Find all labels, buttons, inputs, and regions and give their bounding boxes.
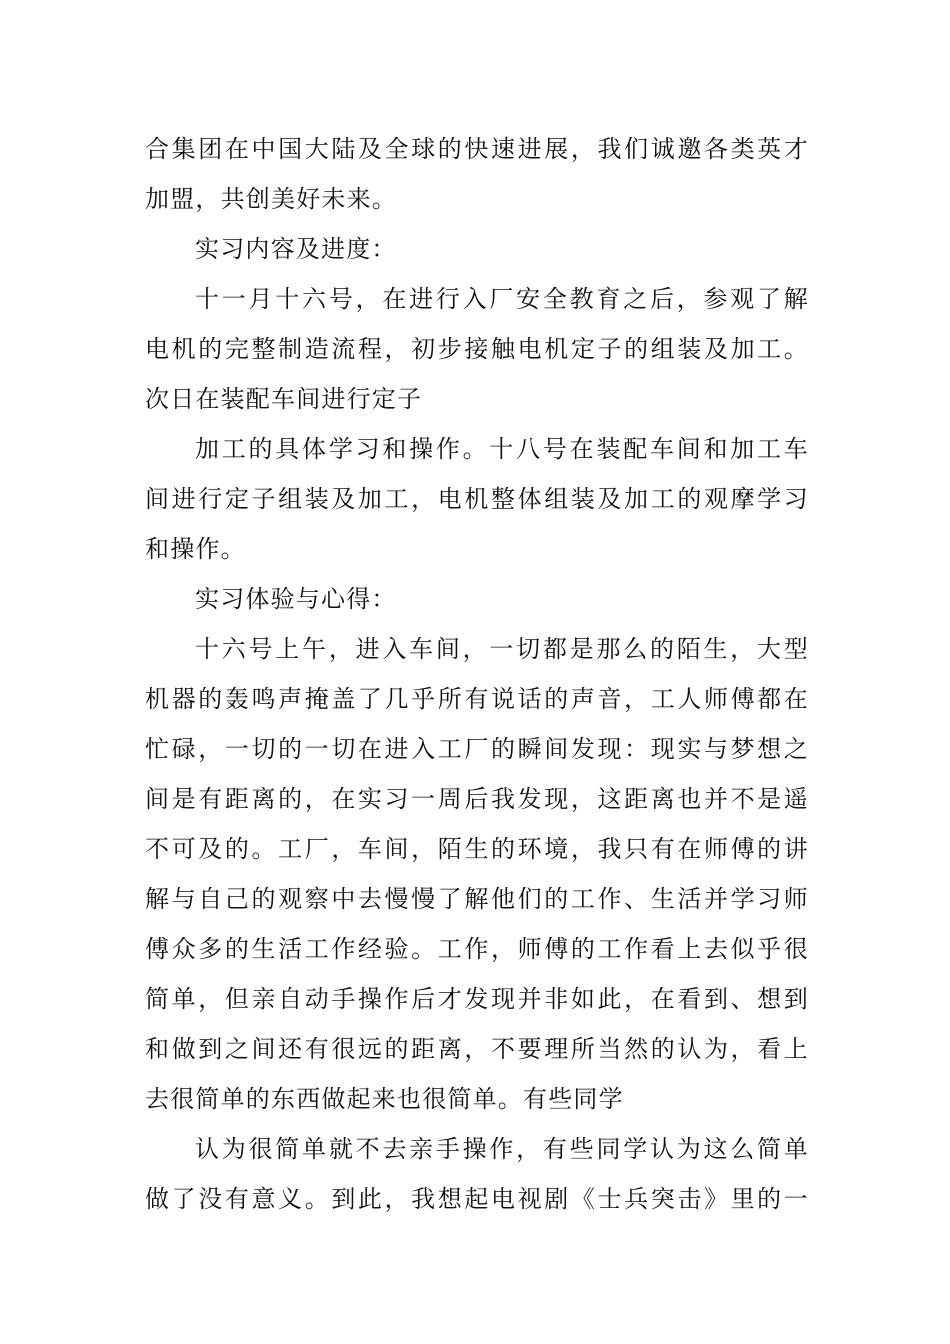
text-line: 次日在装配车间进行定子	[145, 385, 423, 413]
text-line: 和操作。	[145, 535, 246, 563]
text-line: 做了没有意义。到此，我想起电视剧《士兵突击》里的一	[145, 1185, 809, 1213]
text-line: 和做到之间还有很远的距离，不要理所当然的认为，看上	[145, 1035, 809, 1063]
text-line: 傅众多的生活工作经验。工作，师傅的工作看上去似乎很	[145, 935, 809, 963]
text-line: 间是有距离的，在实习一周后我发现，这距离也并不是遥	[145, 785, 809, 813]
text-line: 认为很简单就不去亲手操作，有些同学认为这么简单	[195, 1135, 809, 1163]
document-body	[145, 124, 809, 1224]
text-line: 不可及的。工厂，车间，陌生的环境，我只有在师傅的讲	[145, 835, 809, 863]
text-line: 电机的完整制造流程，初步接触电机定子的组装及加工。	[145, 335, 809, 363]
text-line: 忙碌，一切的一切在进入工厂的瞬间发现：现实与梦想之	[145, 735, 809, 763]
text-line: 加工的具体学习和操作。十八号在装配车间和加工车	[195, 435, 809, 463]
text-line: 间进行定子组装及加工，电机整体组装及加工的观摩学习	[145, 485, 809, 513]
text-line: 去很简单的东西做起来也很简单。有些同学	[145, 1085, 624, 1113]
text-line: 实习体验与心得：	[195, 585, 397, 613]
text-line: 十一月十六号，在进行入厂安全教育之后，参观了解	[195, 285, 809, 313]
text-line: 合集团在中国大陆及全球的快速进展，我们诚邀各类英才	[145, 135, 809, 163]
text-line: 简单，但亲自动手操作后才发现并非如此，在看到、想到	[145, 985, 809, 1013]
text-line: 机器的轰鸣声掩盖了几乎所有说话的声音，工人师傅都在	[145, 685, 809, 713]
text-line: 加盟，共创美好未来。	[145, 185, 397, 213]
text-line: 实习内容及进度：	[195, 235, 397, 263]
text-line: 解与自己的观察中去慢慢了解他们的工作、生活并学习师	[145, 885, 809, 913]
text-line: 十六号上午，进入车间，一切都是那么的陌生，大型	[195, 635, 809, 663]
